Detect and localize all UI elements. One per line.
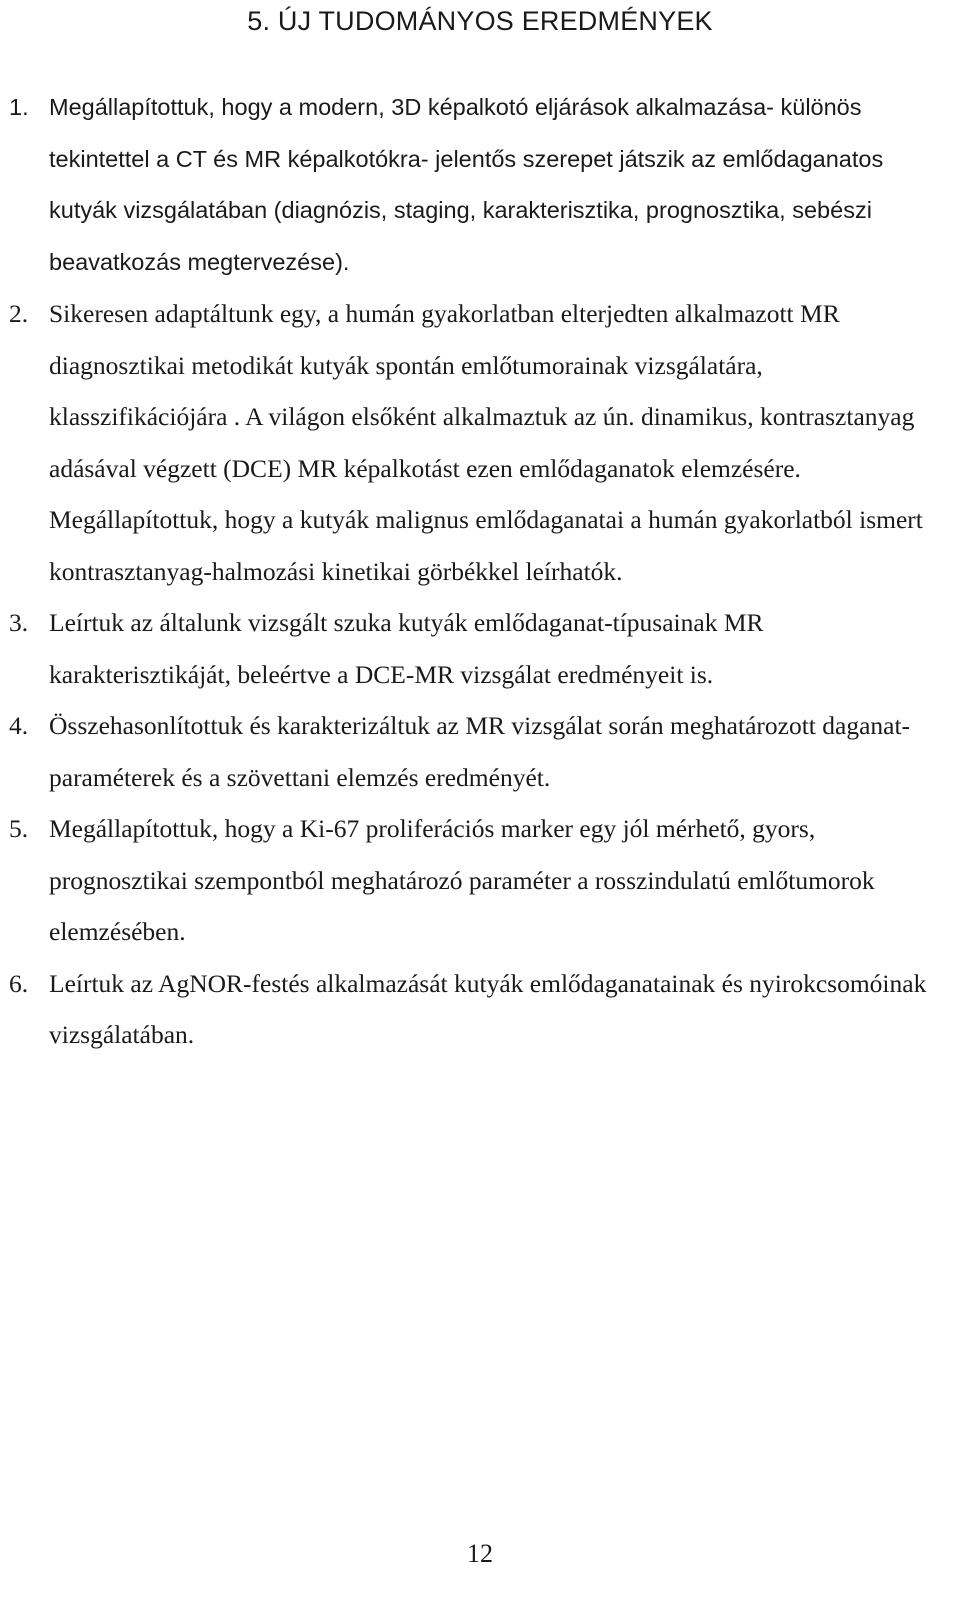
item-text: Sikeresen adaptáltunk egy, a humán gyakorlatban elterjedten alkalmazott MR diagnosztikai metodikát kutyák spontán emlőtumorainak vizsgálatára, klasszifikációjára . A világon elsőként alkalmaztuk az ún. dinamikus, kontrasztanyag adásával végzett (DCE) MR képalkotást ezen emlődaganatok elemzésére. Megállapítottuk, hogy a kutyák malignus emlődaganatai a humán gyakorlatból ismert kontrasztanyag-halmozási kinetikai görbékkel leírhatók. [49, 299, 923, 586]
item-number: 5. [9, 814, 29, 843]
item-text: Leírtuk az általunk vizsgált szuka kutyák emlődaganat-típusainak MR karakterisztikáját, beleértve a DCE-MR vizsgálat eredményeit is. [49, 608, 764, 689]
item-number: 4. [9, 711, 29, 740]
list-item [0, 597, 944, 700]
item-text: Megállapítottuk, hogy a modern, 3D képalkotó eljárások alkalmazása- különös tekintettel a CT és MR képalkotókra- jelentős szerepet játszik az emlődaganatos kutyák vizsgálatában (diagnózis, staging, karakterisztika, prognosztika, sebészi beavatkozás megtervezése). [49, 94, 884, 275]
item-text: Leírtuk az AgNOR-festés alkalmazását kutyák emlődaganatainak és nyirokcsomóinak vizsgálatában. [49, 968, 927, 1049]
page-number: 12 [467, 1539, 493, 1568]
results-list [0, 82, 960, 1061]
item-number: 1. [9, 94, 29, 120]
list-item [0, 288, 944, 597]
list-item [0, 82, 944, 288]
item-text: Megállapítottuk, hogy a Ki-67 proliferációs marker egy jól mérhető, gyors, prognosztikai szempontból meghatározó paraméter a rosszindulatú emlőtumorok elemzésében. [49, 814, 875, 946]
item-number: 6. [9, 968, 29, 998]
list-item [0, 700, 944, 803]
list-item [0, 803, 944, 958]
section-heading: 5. ÚJ TUDOMÁNYOS EREDMÉNYEK [247, 6, 713, 36]
list-item [0, 958, 944, 1061]
item-number: 2. [9, 299, 29, 328]
item-text: Összehasonlítottuk és karakterizáltuk az MR vizsgálat során meghatározott daganat-paraméterek és a szövettani elemzés eredményét. [49, 711, 911, 792]
item-number: 3. [9, 608, 29, 637]
